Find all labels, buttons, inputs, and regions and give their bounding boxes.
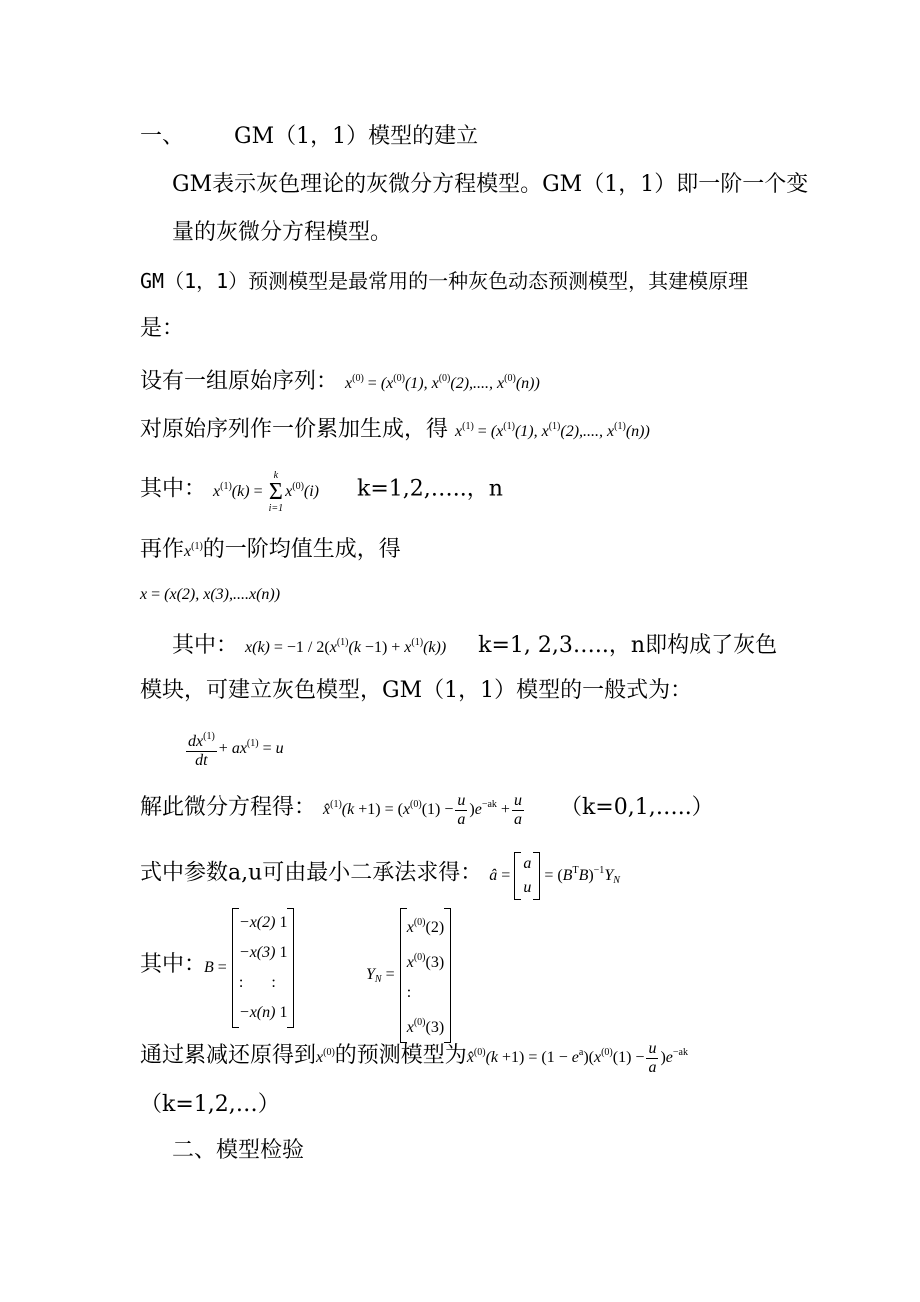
where-sum-line <box>140 470 503 514</box>
matrix-yn: $x^{(0)}(2)$ $x^{(0)}(3)$ : $x^{(0)}(3)$ <box>400 908 451 1043</box>
section-heading-2: 二、模型检验 <box>172 1138 305 1163</box>
paragraph-line: 是： <box>140 316 185 341</box>
matrix-b-block <box>204 908 294 1028</box>
sequence-label: 设有一组原始序列： <box>140 369 339 394</box>
k-range: k=1,2,…..，n <box>357 476 503 502</box>
formula-mean-sequence: x = (x(2), x(3),....x(n)) <box>140 586 281 603</box>
accumulation-label: 对原始序列作一价累加生成，得 <box>140 417 449 442</box>
section-heading-1 <box>140 124 478 150</box>
accumulation-line <box>140 414 650 445</box>
parameter-line <box>140 852 620 900</box>
paragraph-line: 模块，可建立灰色模型，GM（1，1）模型的一般式为： <box>140 678 693 703</box>
restore-line <box>140 1040 688 1077</box>
formula-mean-def: $x(k) = -1 / 2(x^{(1)}(k -1) + x^{(1)}(k))$ <box>245 637 447 656</box>
sequence-line <box>140 366 540 397</box>
k-range: （k=1,2,…） <box>140 1092 280 1117</box>
matrix-yn-label: $Y_N$ = <box>366 966 395 985</box>
formula-solution: x̂$^{(1)}$(k $+1) = (x^{(0)}(1)$ − $\frac{u}{a}$ )$e^{-ak}$ + $\frac{u}{a}$ <box>323 792 522 828</box>
solution-label: 解此微分方程得： <box>140 795 317 821</box>
fraction-dx-dt: $\frac{dx^{(1)}}{dt}$ <box>186 728 217 770</box>
parameter-label: 式中参数a,u可由最小二承法求得： <box>140 860 483 886</box>
mean-sequence-line <box>140 580 280 608</box>
k-range: （k=0,1,…..） <box>559 795 714 821</box>
formula-original-sequence: $x^{(0)} = (x^{(0)}(1)$, $x^{(0)}(2)$,...., $x^{(0)}(n)$) <box>345 373 540 392</box>
paragraph-line: 量的灰微分方程模型。 <box>172 220 393 245</box>
formula-least-squares: â = a u = $(B^TB)^{-1}Y_N$ <box>489 867 620 884</box>
differential-equation <box>184 728 284 770</box>
restore-label-a: 通过累减还原得到 <box>140 1043 317 1069</box>
fraction-u-a: $\frac{u}{a}$ <box>457 792 466 828</box>
solution-line <box>140 792 714 829</box>
sigma-symbol: k Σ i=1 <box>268 470 284 514</box>
formula-accumulated-sequence: $x^{(1)} = (x^{(1)}(1)$, $x^{(1)}(2)$,...., $x^{(1)}(n)$) <box>455 421 650 440</box>
formula-x0: $x^{(0)}$ <box>316 1047 335 1067</box>
fraction-u-a: $\frac{u}{a}$ <box>513 792 522 828</box>
section-number: 一、 <box>140 124 185 149</box>
restore-label-b: 的预测模型为 <box>334 1043 467 1069</box>
where-label: 其中： <box>172 633 239 658</box>
mean-label-a: 再作 <box>140 537 185 562</box>
formula-whitening-eq: $\frac{dx^{(1)}}{dt}$ + $ax^{(1)} = u$ <box>184 740 284 757</box>
where-matrix-label: 其中： <box>140 952 207 977</box>
paragraph-line: GM表示灰色理论的灰微分方程模型。GM（1，1）即一阶一个变 <box>172 172 809 197</box>
paragraph-line <box>140 268 748 295</box>
formula-prediction: x̂$^{(0)}$(k $+1) = (1 - e^a)(x^{(0)}(1)$ − $\frac{u}{a}$ )$e^{-ak}$ <box>466 1040 688 1076</box>
gm-label-text: GM（1，1）预测模型是最常用的一种灰色动态预测模型，其建模原理 <box>140 269 749 293</box>
where-label: 其中： <box>140 476 207 502</box>
mean-generation-line <box>140 534 401 565</box>
k-range: k=1, 2,3…..，n即构成了灰色 <box>478 633 778 658</box>
parameter-vector: a u <box>514 852 540 900</box>
formula-sum: $x^{(1)}(k)$ = k Σ i=1 $x^{(0)}(i)$ <box>213 470 320 514</box>
formula-x1: $x^{(1)}$ <box>184 541 203 560</box>
where-mean-line <box>172 630 777 661</box>
section-title: GM（1，1）模型的建立 <box>234 124 479 149</box>
mean-label-b: 的一阶均值生成，得 <box>202 537 401 562</box>
matrix-b-label: B = <box>204 959 227 976</box>
fraction-u-a: $\frac{u}{a}$ <box>648 1040 657 1076</box>
matrix-b: −x(2) 1 −x(3) 1 : : −x(n) 1 <box>232 908 295 1028</box>
matrix-yn-block <box>366 908 451 1043</box>
